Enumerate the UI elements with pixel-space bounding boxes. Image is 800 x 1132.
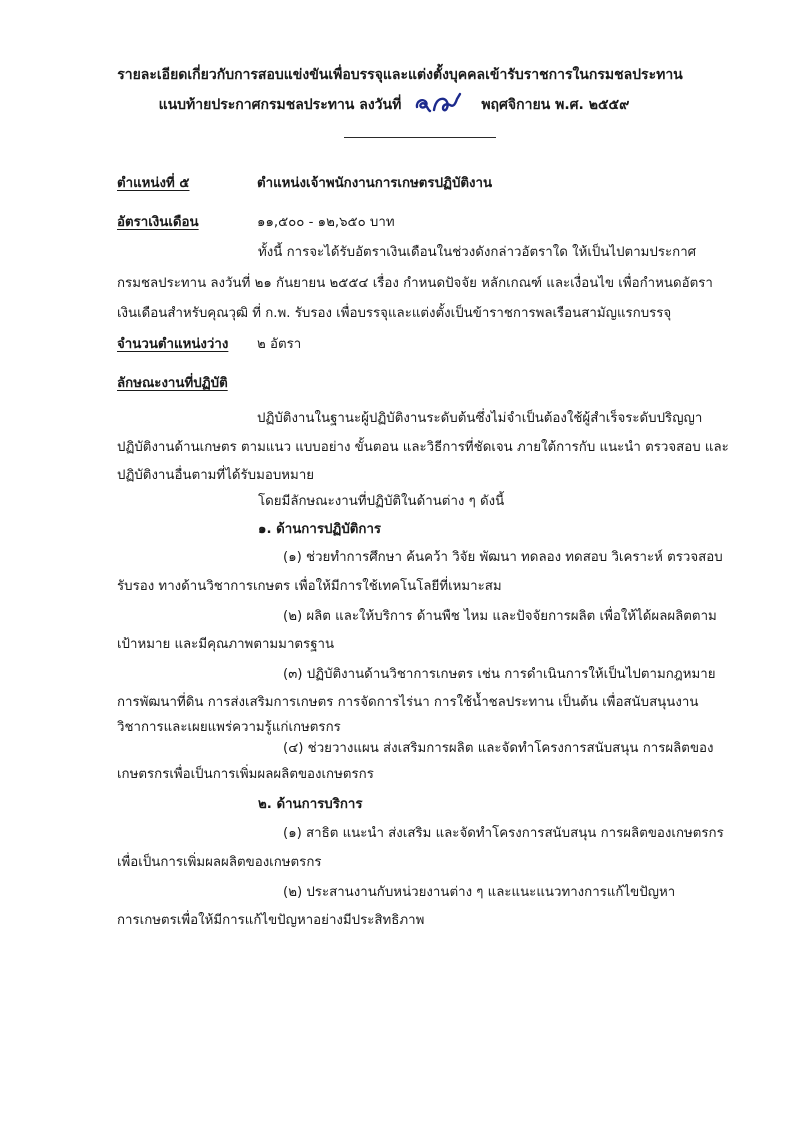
duty-item-line: (๑) ช่วยทำการศึกษา ค้นคว้า วิจัย พัฒนา ทดลอง ทดสอบ วิเคราะห์ ตรวจสอบ: [283, 550, 723, 565]
section-heading-operations: ๑. ด้านการปฏิบัติการ: [258, 522, 382, 537]
duty-item-line: เกษตรกรเพื่อเป็นการเพิ่มผลผลิตของเกษตรกร: [117, 767, 374, 782]
duty-item-line: (๒) ผลิต และให้บริการ ด้านพืช ไหม และปัจจัยการผลิต เพื่อให้ได้ผลผลิตตาม: [283, 609, 717, 624]
salary-note-line: ทั้งนี้ การจะได้รับอัตราเงินเดือนในช่วงดังกล่าวอัตราใด ให้เป็นไปตามประกาศ: [258, 245, 697, 260]
duty-item-line: การพัฒนาที่ดิน การส่งเสริมการเกษตร การจัดการไร่นา การใช้น้ำชลประทาน เป็นต้น เพื่อสนับสนุนงาน: [117, 695, 699, 710]
announcement-reference: [0, 91, 794, 116]
handwritten-date-day: [413, 91, 465, 115]
duty-item-line: (๓) ปฏิบัติงานด้านวิชาการเกษตร เช่น การดำเนินการให้เป็นไปตามกฎหมาย: [283, 667, 716, 682]
duty-item-line: เป้าหมาย และมีคุณภาพตามมาตรฐาน: [117, 637, 335, 652]
position-label: ตำแหน่งที่ ๕: [117, 176, 190, 191]
duty-item-line: (๔) ช่วยวางแผน ส่งเสริมการผลิต และจัดทำโครงการสนับสนุน การผลิตของ: [283, 741, 714, 756]
duty-item-line: การเกษตรเพื่อให้มีการแก้ไขปัญหาอย่างมีประสิทธิภาพ: [117, 913, 425, 928]
position-title: ตำแหน่งเจ้าพนักงานการเกษตรปฏิบัติงาน: [257, 176, 493, 191]
vacancies-label: จำนวนตำแหน่งว่าง: [117, 337, 229, 352]
duties-intro-line: ปฏิบัติงานในฐานะผู้ปฏิบัติงานระดับต้นซึ่งไม่จำเป็นต้องใช้ผู้สำเร็จระดับปริญญา: [257, 411, 703, 426]
salary-note-line: เงินเดือนสำหรับคุณวุฒิ ที่ ก.พ. รับรอง เพื่อบรรจุและแต่งตั้งเป็นข้าราชการพลเรือนสามัญแรกบรรจุ: [117, 306, 672, 321]
duties-label: ลักษณะงานที่ปฏิบัติ: [117, 376, 228, 391]
document-title: รายละเอียดเกี่ยวกับการสอบแข่งขันเพื่อบรรจุและแต่งตั้งบุคคลเข้ารับราชการในกรมชลประทาน: [117, 67, 683, 83]
duty-item-line: วิชาการและเผยแพร่ความรู้แก่เกษตรกร: [117, 720, 341, 735]
announcement-suffix: พฤศจิกายน พ.ศ. ๒๕๕๙: [481, 97, 630, 113]
duty-item-line: เพื่อเป็นการเพิ่มผลผลิตของเกษตรกร: [117, 855, 322, 870]
duties-intro-tail: โดยมีลักษณะงานที่ปฏิบัติในด้านต่าง ๆ ดังนี้: [258, 494, 505, 509]
duty-item-line: (๑) สาธิต แนะนำ ส่งเสริม และจัดทำโครงการสนับสนุน การผลิตของเกษตรกร: [283, 826, 724, 841]
duty-item-line: (๒) ประสานงานกับหน่วยงานต่าง ๆ และแนะแนวทางการแก้ไขปัญหา: [283, 885, 676, 900]
duties-intro-line: ปฏิบัติงานด้านเกษตร ตามแนว แบบอย่าง ขั้นตอน และวิธีการที่ชัดเจน ภายใต้การกับ แนะนำ ตรวจสอบ และ: [117, 440, 729, 455]
announcement-prefix: แนบท้ายประกาศกรมชลประทาน ลงวันที่: [158, 97, 402, 113]
duties-intro-line: ปฏิบัติงานอื่นตามที่ได้รับมอบหมาย: [117, 468, 315, 483]
section-heading-services: ๒. ด้านการบริการ: [258, 797, 363, 812]
header-divider: [344, 137, 496, 138]
salary-label: อัตราเงินเดือน: [117, 215, 199, 230]
salary-note-line: กรมชลประทาน ลงวันที่ ๒๑ กันยายน ๒๕๕๔ เรื่อง กำหนดปัจจัย หลักเกณฑ์ และเงื่อนไข เพื่อกำหนดอัตรา: [117, 276, 713, 291]
duty-item-line: รับรอง ทางด้านวิชาการเกษตร เพื่อให้มีการใช้เทคโนโลยีที่เหมาะสม: [117, 579, 502, 594]
salary-range: ๑๑,๕๐๐ - ๑๒,๖๕๐ บาท: [257, 215, 395, 230]
vacancies-count: ๒ อัตรา: [257, 337, 302, 352]
